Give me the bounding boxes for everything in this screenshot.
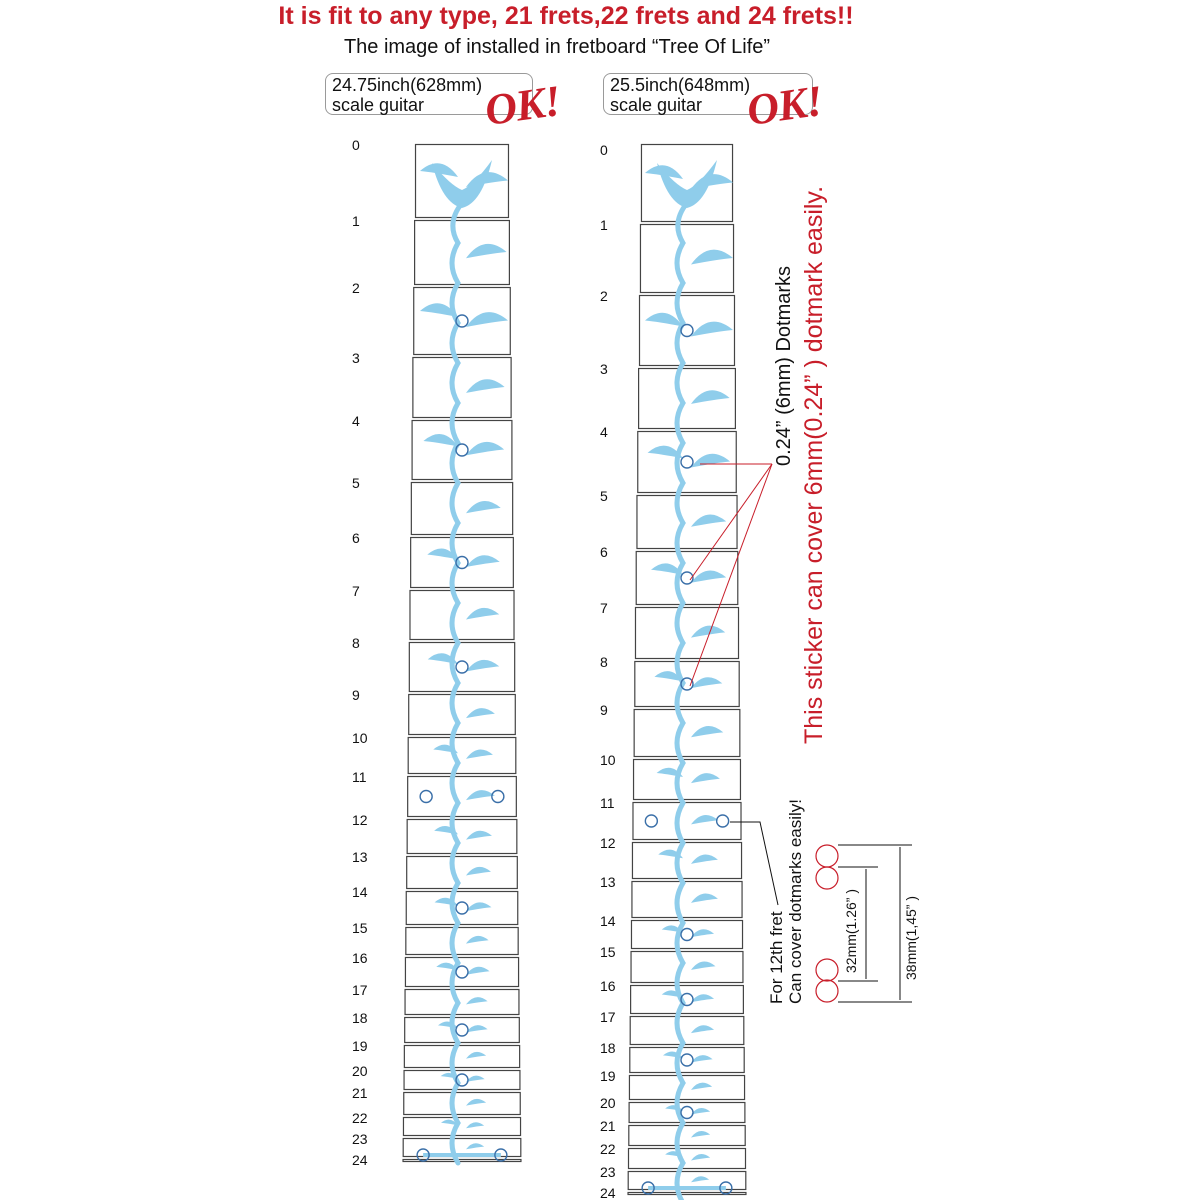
fret-number-label: 10 xyxy=(352,730,368,746)
fret-number-label: 19 xyxy=(352,1038,368,1054)
fret-number-label: 15 xyxy=(600,944,616,960)
fret-number-label: 8 xyxy=(352,635,360,651)
fret-segment xyxy=(634,760,741,800)
twelfth-fret-note-line2: Can cover dotmarks easily! xyxy=(786,798,805,1004)
fret-number-label: 1 xyxy=(352,213,360,229)
fret-segment xyxy=(405,1018,520,1043)
scale-label-line1: 24.75inch(628mm) xyxy=(332,75,483,95)
twelfth-fret-note-line1: For 12th fret xyxy=(767,911,786,1004)
scale-label-line1: 25.5inch(648mm) xyxy=(610,75,751,95)
fret-segment xyxy=(407,820,517,854)
fret-number-label: 18 xyxy=(600,1040,616,1056)
fret-segment xyxy=(408,738,516,774)
fret-segment xyxy=(635,608,738,659)
fret-number-label: 23 xyxy=(600,1164,616,1180)
fret-number-label: 16 xyxy=(352,950,368,966)
fret-segment xyxy=(631,952,743,983)
fret-number-label: 12 xyxy=(600,835,616,851)
fret-number-label: 18 xyxy=(352,1010,368,1026)
fret-segment xyxy=(628,1149,745,1169)
fret-number-label: 3 xyxy=(600,361,608,377)
fret-segment xyxy=(403,1118,520,1136)
fret-number-label: 21 xyxy=(352,1085,368,1101)
fret-segment xyxy=(407,857,518,889)
fret-number-label: 6 xyxy=(352,530,360,546)
fret-segment xyxy=(404,1046,519,1068)
fret-number-label: 7 xyxy=(600,600,608,616)
fret-number-label: 24 xyxy=(600,1185,616,1200)
fret-segment xyxy=(404,1093,520,1115)
fret-segment xyxy=(405,990,519,1015)
fret-number-label: 3 xyxy=(352,350,360,366)
fret-number-label: 0 xyxy=(352,137,360,153)
fret-number-label: 5 xyxy=(600,488,608,504)
fret-segment xyxy=(634,710,740,757)
fret-number-label: 9 xyxy=(352,687,360,703)
fret-number-label: 22 xyxy=(352,1110,368,1126)
fret-segment xyxy=(630,1017,744,1045)
fret-segment xyxy=(629,1126,745,1146)
fret-segment xyxy=(409,643,514,692)
fret-segment xyxy=(629,1103,745,1123)
fret-number-label: 1 xyxy=(600,217,608,233)
fret-number-label: 7 xyxy=(352,583,360,599)
scale-label-line2: scale guitar xyxy=(610,95,703,115)
fret-segment xyxy=(633,803,741,840)
fret-number-label: 20 xyxy=(352,1063,368,1079)
reference-circle xyxy=(816,959,838,981)
fret-segment xyxy=(637,496,737,549)
headline: It is fit to any type, 21 frets,22 frets and 24 frets!! xyxy=(278,2,854,30)
fret-number-label: 21 xyxy=(600,1118,616,1134)
fret-number-label: 4 xyxy=(352,413,360,429)
fret-number-label: 14 xyxy=(600,913,616,929)
fret-number-label: 13 xyxy=(352,849,368,865)
fret-number-label: 19 xyxy=(600,1068,616,1084)
fret-number-label: 11 xyxy=(600,795,615,811)
ok-stamp: OK! xyxy=(481,76,564,135)
fret-number-label: 0 xyxy=(600,142,608,158)
ok-stamp: OK! xyxy=(743,76,826,135)
fret-number-label: 17 xyxy=(600,1009,616,1025)
fret-number-label: 11 xyxy=(352,769,367,785)
fret-segment xyxy=(411,483,512,535)
fret-segment xyxy=(410,591,514,640)
scale-label-line2: scale guitar xyxy=(332,95,425,115)
fret-number-label: 16 xyxy=(600,978,616,994)
fret-number-label: 14 xyxy=(352,884,368,900)
fret-number-label: 20 xyxy=(600,1095,616,1111)
fret-segment xyxy=(409,695,516,735)
fret-segment xyxy=(405,958,518,987)
fret-segment xyxy=(406,892,518,925)
fret-number-label: 5 xyxy=(352,475,360,491)
fret-segment xyxy=(629,1076,744,1100)
fret-number-label: 8 xyxy=(600,654,608,670)
fret-number-label: 15 xyxy=(352,920,368,936)
fret-number-label: 24 xyxy=(352,1152,368,1168)
reference-circle xyxy=(816,845,838,867)
fret-segment xyxy=(408,777,517,817)
sticker-cover-note: This sticker can cover 6mm(0.24” ) dotmark easily. xyxy=(800,185,828,744)
reference-circle xyxy=(816,867,838,889)
fret-number-label: 2 xyxy=(600,288,608,304)
fret-number-label: 23 xyxy=(352,1131,368,1147)
subtitle: The image of installed in fretboard “Tree Of Life” xyxy=(343,36,771,58)
fret-number-label: 10 xyxy=(600,752,616,768)
fret-number-label: 13 xyxy=(600,874,616,890)
fret-number-label: 4 xyxy=(600,424,608,440)
fret-segment xyxy=(632,882,742,918)
dimension-38mm: 38mm(1,45” ) xyxy=(903,895,919,980)
fret-segment xyxy=(631,986,744,1014)
fret-segment xyxy=(411,538,514,588)
fret-number-label: 2 xyxy=(352,280,360,296)
fret-number-label: 22 xyxy=(600,1141,616,1157)
fret-segment xyxy=(630,1048,744,1073)
fret-number-label: 17 xyxy=(352,982,368,998)
fret-number-label: 9 xyxy=(600,702,608,718)
fret-segment xyxy=(406,928,518,955)
fret-segment xyxy=(631,921,742,949)
dimension-32mm: 32mm(1.26” ) xyxy=(843,888,859,973)
reference-circle xyxy=(816,980,838,1002)
fret-segment xyxy=(632,843,741,879)
dotmark-size-note: 0.24” (6mm) Dotmarks xyxy=(773,265,795,466)
fret-segment xyxy=(635,662,739,707)
fret-number-label: 12 xyxy=(352,812,368,828)
fret-number-label: 6 xyxy=(600,544,608,560)
